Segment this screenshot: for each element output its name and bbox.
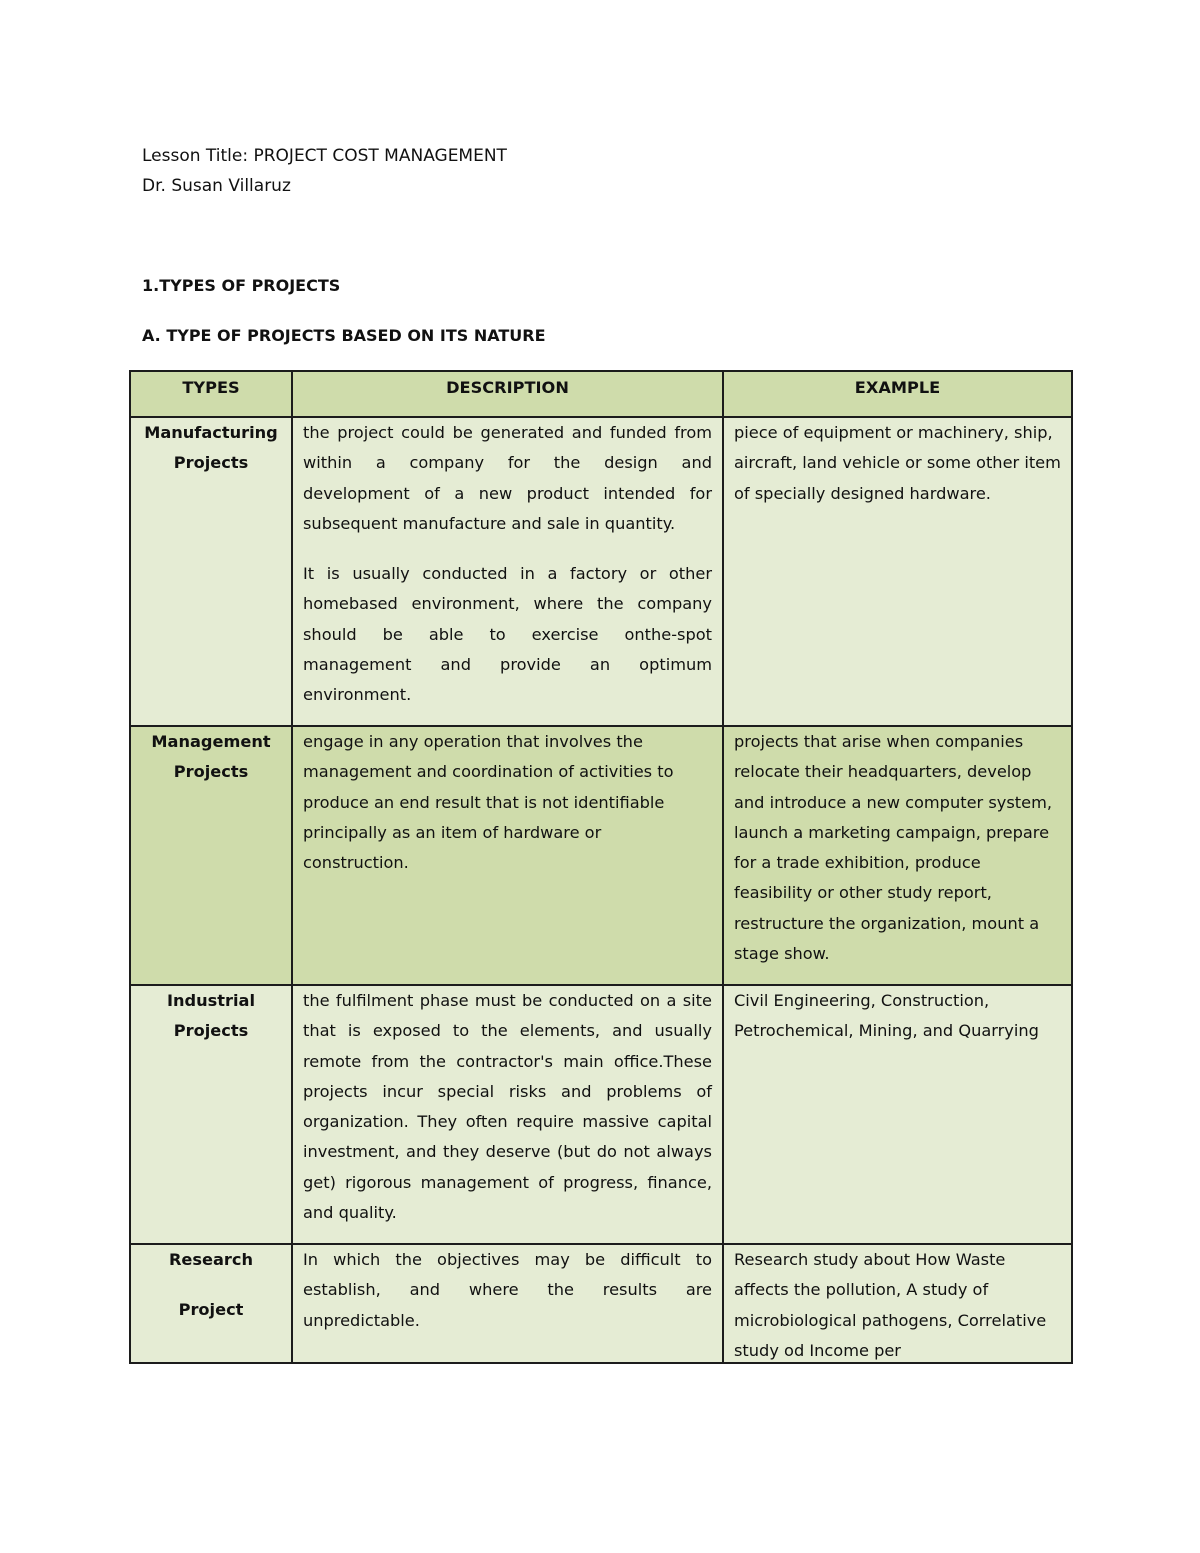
type-cell — [130, 417, 292, 726]
type-cell — [130, 985, 292, 1244]
type-cell — [130, 726, 292, 985]
type-label: Industrial — [166, 991, 256, 1010]
table-row — [130, 985, 1072, 1244]
type-label: Projects — [173, 762, 249, 782]
column-header-types: TYPES — [130, 371, 292, 417]
type-label: Projects — [173, 1021, 249, 1041]
author-name: Dr. Susan Villaruz — [142, 176, 291, 196]
table-header-row — [130, 371, 1072, 417]
description-cell — [292, 417, 723, 726]
table-row — [130, 417, 1072, 726]
description-paragraph: the project could be generated and funded from within a company for the design and development of a new product intended for subsequent manufacture and sale in quantity. — [303, 423, 712, 533]
example-cell — [723, 1244, 1072, 1363]
description-paragraph: It is usually conducted in a factory or other homebased environment, where the company should be able to exercise onthe-spot management and provide an optimum environment. — [303, 564, 712, 705]
description-paragraph: In which the objectives may be difficult to establish, and where the results are unpredictable. — [303, 1250, 712, 1330]
type-label: Research — [168, 1250, 254, 1269]
description-cell — [292, 726, 723, 985]
type-label: Manufacturing — [144, 423, 278, 442]
table-row — [130, 1244, 1072, 1363]
description-cell — [292, 985, 723, 1244]
example-cell: Civil Engineering, Construction, Petrochemical, Mining, and Quarrying — [723, 985, 1072, 1244]
type-label: Project — [178, 1300, 244, 1320]
description-paragraph: the fulfilment phase must be conducted on a site that is exposed to the elements, and usually remote from the contractor's main office.These projects incur special risks and problems of organization. They often require massive capital investment, and they deserve (but do not always get) rigorous management of progress, finance, and quality. — [303, 991, 712, 1223]
lesson-title: Lesson Title: PROJECT COST MANAGEMENT — [142, 146, 507, 166]
subsection-heading-nature: A. TYPE OF PROJECTS BASED ON ITS NATURE — [142, 326, 546, 345]
description-cell — [292, 1244, 723, 1363]
example-text: Research study about How Waste affects the pollution, A study of microbiological pathogens, Correlative study od Income per — [734, 1250, 1047, 1360]
example-cell: projects that arise when companies relocate their headquarters, develop and introduce a new computer system, launch a marketing campaign, prepare for a trade exhibition, produce feasibility or other study report, restructure the organization, mount a stage show. — [723, 726, 1072, 985]
section-heading-types: 1.TYPES OF PROJECTS — [142, 276, 341, 295]
column-header-description: DESCRIPTION — [292, 371, 723, 417]
column-header-example: EXAMPLE — [723, 371, 1072, 417]
project-types-table — [129, 370, 1073, 1364]
type-label: Management — [151, 732, 271, 751]
description-paragraph: engage in any operation that involves the management and coordination of activities to produce an end result that is not identifiable principally as an item of hardware or construction. — [303, 732, 674, 873]
type-label: Projects — [173, 453, 249, 473]
table-row — [130, 726, 1072, 985]
example-cell: piece of equipment or machinery, ship, aircraft, land vehicle or some other item of specially designed hardware. — [723, 417, 1072, 726]
type-cell — [130, 1244, 292, 1363]
